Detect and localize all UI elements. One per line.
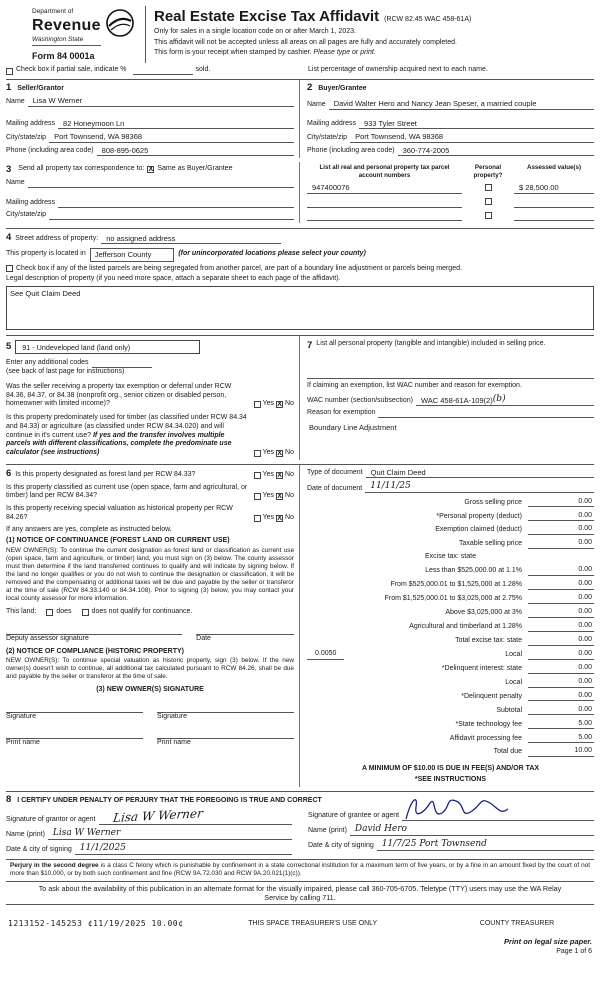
additional-codes-label: Enter any additional codes: [6, 359, 89, 367]
grantee-print-name-field[interactable]: [350, 824, 594, 836]
perjury-notice-text: is a class C felony which is punishable by confinement in a state correctional institution for a maximum term of five years, or by a fine in an amount fixed by the court of not more than $10,000, or by both such confinement and fine (RCW 9A.72.030 and RCW 9A.20.021(1)(c)).: [10, 862, 590, 878]
header-note-3a: This form is your receipt when stamped by cashier.: [154, 48, 314, 56]
tax-label: Subtotal: [496, 706, 522, 714]
tax-value[interactable]: 0.00: [528, 498, 594, 508]
corr-mailing-field[interactable]: [58, 199, 294, 208]
parcel-row-1: [307, 183, 594, 193]
grantor-print-name-value: Lisa W Werner: [52, 827, 121, 838]
header-note-1: Only for sales in a single location code on or after March 1, 2023.: [154, 28, 356, 36]
section-8-number: 8: [6, 793, 12, 805]
tax-row-delinquent-penalty: [307, 692, 594, 702]
timber-agriculture-question: [6, 414, 250, 458]
property-located-label: This property is located in: [6, 250, 86, 258]
personal-property-header: Personal property?: [473, 163, 503, 179]
section-4: [6, 228, 594, 330]
tax-row-local: [307, 650, 594, 660]
personal-property-checkbox-3[interactable]: [485, 212, 492, 219]
grantor-signature-block: [6, 806, 292, 856]
parcel-numbers-header: List all real and personal property tax parcel account numbers: [319, 163, 450, 179]
revenue-wordmark: Revenue: [32, 17, 101, 35]
tax-row-delinquent-interest-local: [307, 678, 594, 688]
current-use-question: Is this property classified as current use (open space, farm and agricultural, or timber) land per RCW 84.34?: [6, 483, 248, 500]
additional-codes-note: (see back of last page for instructions): [6, 368, 125, 375]
s6-q2-no-checkbox[interactable]: X: [277, 493, 282, 501]
partial-percent-field[interactable]: [133, 66, 193, 75]
buyer-phone-field[interactable]: [398, 146, 594, 156]
grantor-signature: Lisa W Werner: [111, 805, 204, 825]
wac-number-handwritten: (b): [492, 393, 506, 404]
tax-label: Taxable selling price: [458, 540, 522, 548]
grantor-signature-field[interactable]: [99, 805, 292, 825]
street-address-label: Street address of property:: [15, 235, 99, 243]
grantor-date-label: Date & city of signing: [6, 846, 72, 854]
grantor-print-name-field[interactable]: [48, 828, 292, 840]
section-6-number: 6: [6, 467, 12, 479]
tax-row-affidavit-fee: [307, 734, 594, 744]
grantee-print-name-value: David Hero: [354, 823, 407, 834]
seller-name-label: Name: [6, 98, 25, 105]
header-note-3: [154, 49, 592, 58]
partial-sale-checkbox[interactable]: [6, 68, 13, 75]
header-note-2: This affidavit will not be accepted unless all areas on all pages are fully and accurately completed.: [154, 38, 457, 46]
corr-name-label: Name: [6, 179, 25, 186]
s5-q2-no-label: No: [285, 449, 294, 456]
exemption-deferral-question: Was the seller receiving a property tax exemption or deferral under RCW 84.36, 84.37, or 84.38 (nonprofit org., senior citizen or disabled person, homeowner with limited income)?: [6, 382, 232, 408]
does-not-label: does not qualify for continuance.: [91, 608, 193, 616]
new-owner-print-name-label-2: Print name: [157, 738, 191, 746]
buyer-mailing-label: Mailing address: [307, 120, 357, 128]
deputy-date-label: Date: [196, 634, 211, 642]
forest-land-question-text: Is this property designated as forest land per RCW 84.33?: [15, 470, 196, 478]
s5-q1-no-label: No: [285, 400, 294, 408]
grantor-date-value: 11/1/2025: [79, 842, 126, 853]
s6-q1-no-checkbox[interactable]: X: [277, 471, 282, 479]
tax-label: Total excise tax: state: [455, 636, 522, 644]
tax-value[interactable]: 5.00: [528, 720, 594, 730]
land-does-not-checkbox[interactable]: [82, 609, 89, 616]
perjury-notice: [6, 859, 594, 879]
tax-label: Excise tax: state: [425, 553, 476, 561]
tax-value[interactable]: 0.00: [528, 539, 594, 549]
s6-q3-yes-label: Yes: [262, 513, 275, 521]
buyer-city-value: Port Townsend, WA 98368: [355, 132, 444, 142]
washington-state-label: Washington State: [32, 36, 101, 46]
s5-q2-no-checkbox[interactable]: X: [277, 449, 282, 457]
s5-q1-yes-checkbox[interactable]: [254, 401, 261, 408]
tax-value[interactable]: 0.00: [528, 650, 594, 660]
tax-row-rate-3: [307, 594, 594, 604]
legal-description-value: See Quit Claim Deed: [10, 289, 81, 298]
excise-tax-state-header: [307, 553, 594, 562]
does-label: does: [56, 608, 72, 616]
tax-value[interactable]: 0.00: [528, 512, 594, 522]
tax-value[interactable]: 0.00: [528, 525, 594, 535]
assessed-value-field-3[interactable]: [514, 212, 594, 221]
sections-6-tax-row: [6, 464, 594, 787]
tax-row-technology-fee: [307, 720, 594, 730]
legal-description-box[interactable]: [6, 286, 594, 330]
tax-label: From $1,525,000.01 to $3,025,000 at 2.75%: [384, 595, 522, 603]
grantor-print-name-label: Name (print): [6, 831, 45, 839]
seller-mailing-value: 82 Honeymoon Ln: [63, 118, 125, 128]
new-owner-print-name-field-1[interactable]: [6, 729, 143, 739]
new-owners-signature-title: (3) NEW OWNER(S) SIGNATURE: [96, 686, 204, 694]
timber-question-text: Is this property predominately used for timber (as classified under RCW 84.34 and 84.33) or agriculture (as classified under RCW 84.34.020) and will continue in it's current use?: [6, 414, 247, 439]
new-owner-signature-label-1: Signature: [6, 713, 36, 721]
see-instructions-note: *SEE INSTRUCTIONS: [414, 775, 487, 783]
tax-value[interactable]: 0.00: [528, 608, 594, 618]
s6-q2-no-label: No: [285, 492, 294, 500]
tax-row-total-due: [307, 747, 594, 757]
notice-continuance-title: (1) NOTICE OF CONTINUANCE (FOREST LAND OR CURRENT USE): [6, 537, 230, 545]
bottom-row: [6, 937, 594, 957]
grantee-date-value: 11/7/25 Port Townsend: [381, 838, 487, 849]
seller-mailing-label: Mailing address: [6, 120, 56, 128]
new-owner-signature-field-1[interactable]: [6, 703, 143, 713]
header-note-3b: Please type or print.: [313, 48, 376, 56]
s6-q1-yes-checkbox[interactable]: [254, 472, 261, 479]
tax-label: Agricultural and timberland at 1.28%: [409, 623, 522, 630]
seller-city-value: Port Townsend, WA 98368: [54, 132, 143, 142]
ownership-note: List percentage of ownership acquired next to each name.: [308, 65, 488, 73]
land-use-code-field[interactable]: 91 - Undeveloped land (land only): [15, 340, 200, 354]
doc-type-field[interactable]: [366, 468, 594, 478]
page-title: Real Estate Excise Tax Affidavit: [154, 8, 380, 25]
grantee-signature-block: [308, 806, 594, 856]
section-1-number: 1: [6, 81, 12, 93]
certify-statement: I CERTIFY UNDER PENALTY OF PERJURY THAT THE FOREGOING IS TRUE AND CORRECT: [17, 796, 322, 804]
tax-label: *Personal property (deduct): [436, 512, 522, 520]
tax-row-subtotal: [307, 706, 594, 716]
s6-q3-no-label: No: [285, 513, 294, 521]
tax-value[interactable]: 10.00: [528, 747, 594, 757]
parcel-number-field-2[interactable]: [307, 199, 462, 208]
seller-mailing-field[interactable]: [58, 119, 294, 129]
section-4-number: 4: [6, 232, 12, 244]
minimum-due-note: A MINIMUM OF $10.00 IS DUE IN FEE(S) AND/OR TAX: [361, 765, 540, 773]
notice-continuance-body: NEW OWNER(S): To continue the current designation as forest land or classification as current use (open space, farm and agriculture, or timber) land, you must sign on (3) below. The county assessor must then determine if the land transferred continues to qualify and will indicate by signing below. If the land no longer qualifies or you do not wish to continue the designation or classification, it will be removed and the compensating or additional taxes will be due and payable by the seller or transferor at the time of sale (RCW 84.33.140 or 84.34.108). Prior to signing (3) below, you may contact your local county assessor for more information.: [6, 547, 294, 603]
title-block: [146, 6, 594, 63]
tax-value[interactable]: 0.00: [528, 678, 594, 688]
section-3: [6, 162, 594, 223]
section-3-number: 3: [6, 163, 12, 175]
tax-row-rate-1: [307, 566, 594, 576]
sold-label: sold.: [195, 65, 211, 73]
new-owner-print-name-field-2[interactable]: [157, 729, 294, 739]
tax-label: Affidavit processing fee: [449, 734, 522, 742]
tax-label: Exemption claimed (deduct): [435, 526, 522, 534]
tax-label: Total due: [493, 748, 522, 756]
deputy-assessor-signature-label: Deputy assessor signature: [6, 634, 89, 642]
grantee-signature-label: Signature of grantee or agent: [308, 811, 400, 819]
street-address-value: no assigned address: [106, 233, 176, 243]
if-yes-note: If any answers are yes, complete as instructed below.: [6, 525, 172, 533]
assessed-value-value: $ 28,500.00: [519, 183, 559, 193]
s6-q2-yes-label: Yes: [262, 492, 275, 500]
parcel-number-field-3[interactable]: [307, 212, 462, 221]
section-2-number: 2: [307, 81, 313, 93]
send-correspondence-label: Send all property tax correspondence to:: [18, 165, 145, 173]
section-5-number: 5: [6, 341, 12, 353]
s5-q2-yes-checkbox[interactable]: [254, 450, 261, 457]
seller-phone-field[interactable]: [97, 146, 294, 156]
seller-name-field[interactable]: [28, 96, 294, 106]
tax-label: Gross selling price: [464, 498, 522, 506]
s6-q3-yes-checkbox[interactable]: [254, 515, 261, 522]
tax-value[interactable]: 0.00: [528, 706, 594, 716]
agency-block: [6, 6, 146, 63]
tax-row-rate-4: [307, 608, 594, 618]
buyer-city-field[interactable]: [350, 132, 594, 142]
land-does-checkbox[interactable]: [46, 609, 53, 616]
corr-city-label: City/state/zip: [6, 211, 47, 218]
buyer-city-label: City/state/zip: [307, 133, 348, 141]
reason-exemption-label: Reason for exemption: [307, 409, 376, 417]
county-treasurer-label: COUNTY TREASURER: [479, 920, 555, 928]
seller-title: Seller/Grantor: [17, 84, 64, 92]
s6-q1-yes-label: Yes: [262, 470, 275, 478]
deputy-date-field[interactable]: [196, 625, 294, 635]
notice-compliance-body: NEW OWNER(S): To continue special valuation as historic property, sign (3) below. If the new owner(s) doesn't wish to continue, all additional tax calculated pursuant to RCW 84.26, shall be due and payable by the seller or transferor at the time of sale.: [6, 657, 294, 681]
grantor-signature-label: Signature of grantor or agent: [6, 815, 96, 823]
tax-row-taxable: [307, 539, 594, 549]
same-as-buyer-checkbox[interactable]: X: [148, 166, 154, 174]
doc-type-value: Quit Claim Deed: [370, 467, 426, 477]
parties-row: [6, 80, 594, 158]
parcel-row-2: [307, 198, 594, 208]
alternate-format-notice: To ask about the availability of this publication in an alternate format for the visually impaired, please call 360-705-6705. Teletype (TTY) users may use the WA Relay Service by calling 711.: [6, 881, 594, 905]
historic-property-question: Is this property receiving special valuation as historical property per RCW 84.26?: [6, 505, 233, 521]
section-1-seller: [6, 80, 300, 158]
assessed-value-header: Assessed value(s): [527, 163, 581, 171]
seller-phone-label: Phone (including area code): [6, 147, 94, 155]
this-land-label: This land:: [6, 608, 37, 616]
section-6: [6, 465, 300, 787]
wac-number-field[interactable]: [416, 394, 594, 406]
tax-label: *State technology fee: [455, 720, 522, 728]
grantee-date-label: Date & city of signing: [308, 842, 374, 850]
tax-value[interactable]: 0.00: [528, 692, 594, 702]
s5-q2-yes-label: Yes: [262, 449, 275, 456]
legal-description-label: Legal description of property (if you need more space, attach a separate sheet to each page of the affidavit).: [6, 275, 341, 283]
parcel-row-3: [307, 212, 594, 222]
correspondence-block: [6, 162, 300, 223]
sections-5-7-row: [6, 335, 594, 460]
grantor-date-field[interactable]: [75, 843, 292, 855]
corr-mailing-label: Mailing address: [6, 199, 56, 206]
new-owner-signature-field-2[interactable]: [157, 703, 294, 713]
seller-phone-value: 808-895-0625: [101, 145, 149, 155]
tax-label: Local: [505, 678, 522, 686]
seller-city-field[interactable]: [49, 132, 294, 142]
tax-row-exemption-deduct: [307, 525, 594, 535]
tax-value[interactable]: 5.00: [528, 734, 594, 744]
local-rate-value[interactable]: 0.0050: [307, 650, 344, 660]
county-dropdown[interactable]: Jefferson County: [90, 248, 175, 261]
s6-q3-no-checkbox[interactable]: X: [277, 514, 282, 522]
exemption-claim-note: If claiming an exemption, list WAC number and reason for exemption.: [307, 378, 594, 391]
dept-of-label: Department of: [32, 8, 74, 15]
partial-sale-label: Check box if partial sale, indicate %: [16, 65, 127, 73]
tax-value[interactable]: 0.00: [528, 594, 594, 604]
tax-label: *Delinquent penalty: [461, 692, 522, 700]
grantee-print-name-label: Name (print): [308, 827, 347, 835]
section-8: [6, 791, 594, 855]
tax-value[interactable]: 0.00: [528, 580, 594, 590]
grantee-signature: [402, 793, 512, 823]
s5-q1-no-checkbox[interactable]: X: [277, 401, 282, 409]
doc-date-field[interactable]: [365, 481, 594, 493]
perjury-notice-bold: Perjury in the second degree: [10, 862, 99, 870]
buyer-title: Buyer/Grantee: [318, 84, 367, 92]
parcel-number-field[interactable]: [307, 183, 462, 193]
personal-property-list-label: List all personal property (tangible and intangible) included in selling price.: [316, 340, 546, 347]
section-7-number: 7: [307, 340, 313, 351]
wac-number-value: WAC 458-61A-109(2): [420, 395, 493, 405]
parcel-table: [300, 162, 594, 223]
s5-q1-yes-label: Yes: [262, 400, 275, 408]
doc-date-label: Date of document: [307, 484, 363, 492]
tax-row-personal-deduct: [307, 512, 594, 522]
section-5: [6, 336, 300, 460]
segregated-checkbox[interactable]: [6, 265, 13, 272]
tax-label: Less than $525,000.00 at 1.1%: [425, 567, 522, 575]
tax-computation: [300, 465, 594, 787]
new-owner-print-name-label-1: Print name: [6, 738, 40, 746]
buyer-mailing-value: 933 Tyler Street: [364, 118, 417, 128]
section-2-buyer: [300, 80, 594, 158]
tax-row-delinquent-interest-state: [307, 664, 594, 674]
treasurer-row: [6, 919, 594, 929]
seller-name-value: Lisa W Werner: [32, 96, 83, 106]
tax-label: From $525,000.01 to $1,525,000 at 1.28%: [390, 581, 522, 589]
new-owner-signature-label-2: Signature: [157, 713, 187, 721]
form-number: Form 84 0001a: [32, 51, 95, 62]
segregated-label: Check box if any of the listed parcels are being segregated from another parcel, are part of a boundary line adjustment or parcels being merged.: [16, 264, 462, 272]
grantee-date-field[interactable]: [377, 839, 594, 851]
tax-row-total-state: [307, 636, 594, 646]
street-address-field[interactable]: [101, 234, 281, 244]
tax-value[interactable]: 0.00: [528, 566, 594, 576]
tax-row-gross: [307, 498, 594, 508]
s6-q1-no-label: No: [285, 470, 294, 478]
seller-city-label: City/state/zip: [6, 133, 47, 141]
assessed-value-field[interactable]: [514, 183, 594, 193]
tax-value[interactable]: 0.00: [528, 664, 594, 674]
buyer-name-label: Name: [307, 101, 326, 108]
revenue-logo-icon: [105, 8, 135, 46]
same-as-buyer-label: Same as Buyer/Grantee: [157, 165, 233, 173]
reason-exemption-value: Boundary Line Adjustment: [309, 422, 397, 432]
parcel-number-value: 947400076: [312, 183, 350, 193]
personal-property-checkbox-1[interactable]: [485, 184, 492, 191]
tax-value[interactable]: 0.00: [528, 636, 594, 646]
wac-number-label: WAC number (section/subsection): [307, 397, 413, 405]
deputy-assessor-signature-field[interactable]: [6, 625, 182, 635]
tax-label: Above $3,025,000 at 3%: [445, 609, 522, 617]
buyer-mailing-field[interactable]: [359, 119, 594, 129]
tax-row-rate-2: [307, 580, 594, 590]
buyer-phone-value: 360-774-2005: [402, 145, 450, 155]
assessed-value-field-2[interactable]: [514, 199, 594, 208]
tax-value[interactable]: 0.00: [528, 622, 594, 632]
personal-property-checkbox-2[interactable]: [485, 198, 492, 205]
tax-row-agricultural: [307, 622, 594, 632]
tax-label: *Delinquent interest: state: [441, 664, 522, 672]
forest-land-question: [6, 468, 250, 480]
grantee-signature-field[interactable]: [402, 809, 594, 821]
doc-type-label: Type of document: [307, 469, 363, 477]
additional-codes-field[interactable]: [92, 359, 152, 368]
rcw-reference: (RCW 82.45 WAC 458-61A): [384, 16, 472, 23]
buyer-name-field[interactable]: [329, 99, 594, 109]
timber-question-bold-note: If yes and the transfer involves multiple parcels with different classifications, complete the predominate use calculator (see instructions): [6, 431, 232, 456]
doc-date-value: 11/11/25: [370, 481, 411, 492]
corr-city-field[interactable]: [49, 211, 294, 220]
tax-label: Local: [505, 650, 522, 658]
header: [6, 6, 594, 63]
page-number: Page 1 of 6: [556, 948, 592, 956]
cashier-stamp: 1213152-145253 ¢11/19/2025 10.00¢: [8, 919, 184, 929]
section-7: [300, 336, 594, 460]
notice-compliance-title: (2) NOTICE OF COMPLIANCE (HISTORIC PROPERTY): [6, 647, 184, 655]
buyer-phone-label: Phone (including area code): [307, 147, 395, 155]
corr-name-field[interactable]: [28, 179, 294, 188]
partial-sale-row: [6, 63, 594, 80]
buyer-name-value: David Walter Hero and Nancy Jean Speser, a married couple: [333, 99, 537, 109]
treasurer-use-label: THIS SPACE TREASURER'S USE ONLY: [248, 920, 378, 928]
print-legal-note: Print on legal size paper.: [504, 937, 592, 947]
reason-exemption-field[interactable]: [378, 409, 594, 418]
s6-q2-yes-checkbox[interactable]: [254, 493, 261, 500]
county-note: (for unincorporated locations please select your county): [178, 250, 366, 258]
